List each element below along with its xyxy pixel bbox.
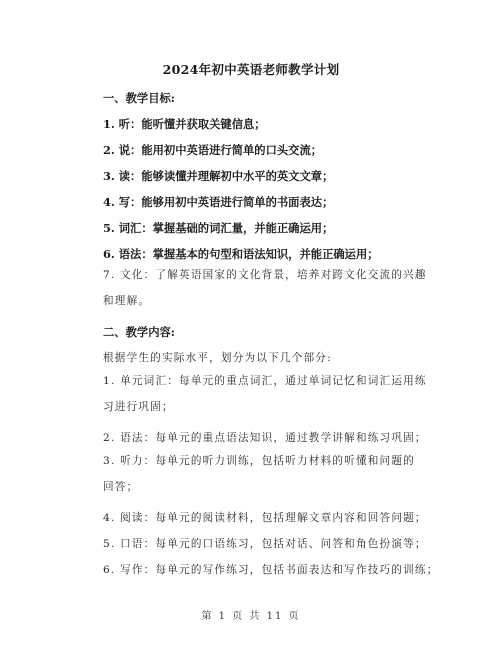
- goal-item: 4. 写：能够用初中英语进行简单的书面表达；: [103, 195, 334, 209]
- goal-item-culture: 7. 文化：了解英语国家的文化背景，培养对跨文化交流的兴趣和理解。: [103, 269, 427, 307]
- goal-item: 3. 读：能够读懂并理解初中水平的英文文章；: [103, 169, 334, 183]
- goal-item: 1. 听：能听懂并获取关键信息；: [103, 117, 266, 131]
- content-item: 1. 单元词汇：每单元的重点词汇，通过单词记忆和词汇运用练习进行巩固；: [103, 375, 427, 413]
- document-title: 2024年初中英语老师教学计划: [162, 62, 340, 77]
- section-heading-content: 二、教学内容:: [103, 325, 175, 339]
- goal-item: 5. 词汇：掌握基础的词汇量，并能正确运用；: [103, 221, 334, 235]
- goal-item: 6. 语法：掌握基本的句型和语法知识，并能正确运用；: [103, 247, 379, 261]
- content-item: 2. 语法：每单元的重点语法知识，通过教学讲解和练习巩固；: [103, 432, 427, 444]
- page-footer: 第 1 页 共 11 页: [201, 611, 301, 622]
- content-item: 5. 口语：每单元的口语练习，包括对话、问答和角色扮演等；: [103, 538, 427, 550]
- content-item: 4. 阅读：每单元的阅读材料，包括理解文章内容和回答问题；: [103, 512, 427, 524]
- section-heading-goals: 一、教学目标:: [103, 91, 175, 105]
- goal-item: 2. 说：能用初中英语进行简单的口头交流；: [103, 143, 323, 157]
- content-item: 3. 听力：每单元的听力训练，包括听力材料的听懂和问题的回答；: [103, 455, 415, 493]
- content-intro: 根据学生的实际水平，划分为以下几个部分:: [103, 352, 332, 364]
- content-item: 6. 写作：每单元的写作练习，包括书面表达和写作技巧的训练；: [103, 564, 439, 576]
